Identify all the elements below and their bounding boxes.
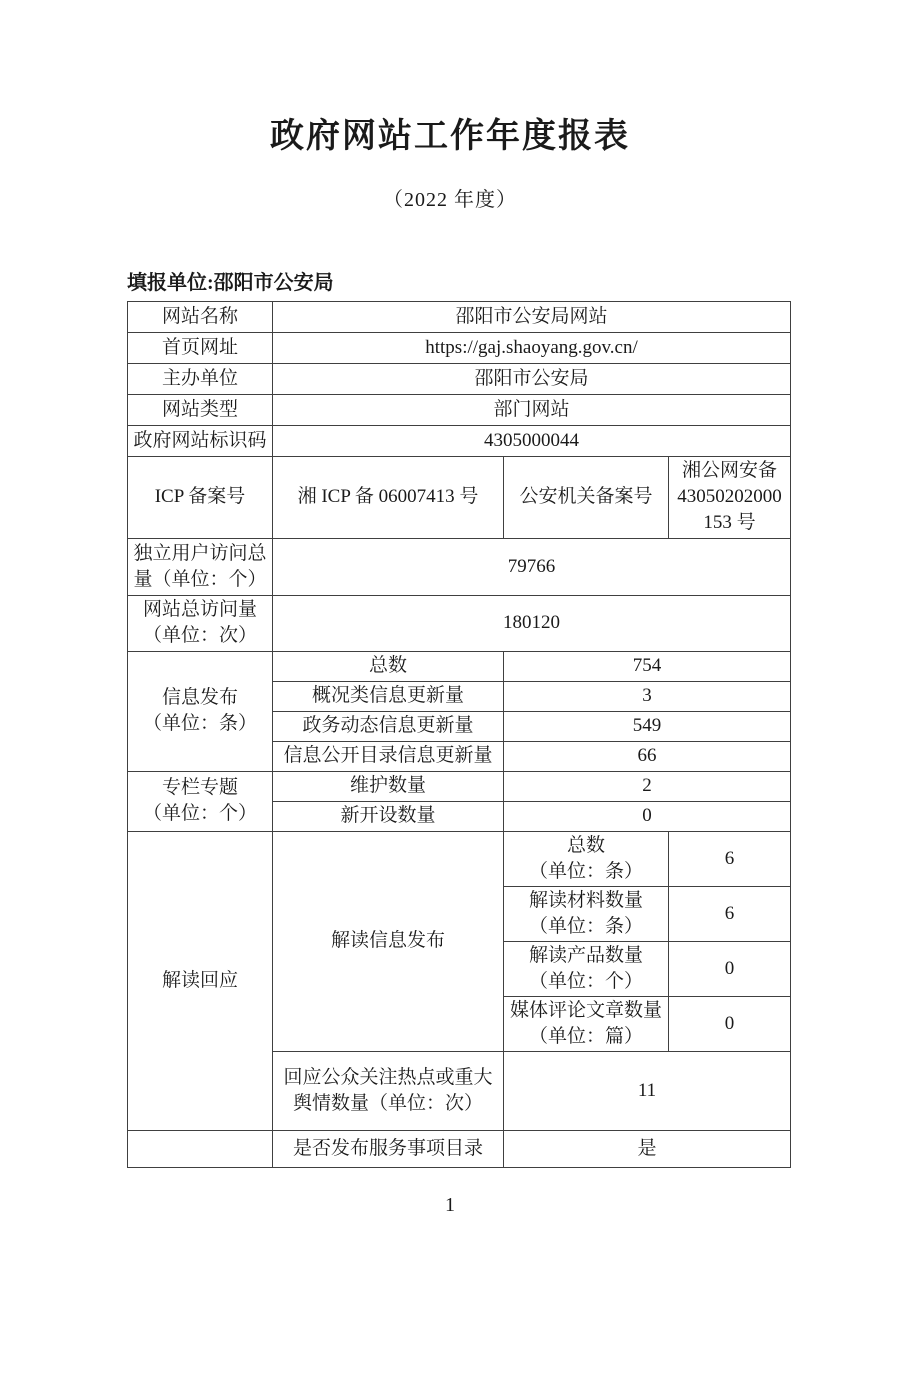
media-comments-unit: （单位：篇） — [528, 1025, 643, 1047]
interpret-total-value: 6 — [669, 831, 791, 886]
table-row-topics-maintained — [128, 771, 791, 801]
info-overview-value: 3 — [504, 681, 791, 711]
interpret-products-label — [504, 941, 669, 996]
interpret-products-value: 0 — [669, 941, 791, 996]
table-row-icp — [128, 456, 791, 538]
special-topics-group-label — [128, 771, 273, 831]
special-topics-group-unit: （单位：个） — [142, 803, 257, 825]
topics-maintained-value: 2 — [504, 771, 791, 801]
special-topics-group-name: 专栏专题 — [161, 777, 238, 799]
page-subtitle: （2022 年度） — [383, 188, 517, 211]
site-id-label: 政府网站标识码 — [128, 425, 273, 456]
icp-value: 湘 ICP 备 06007413 号 — [273, 456, 504, 538]
interpretation-publish-label: 解读信息发布 — [273, 831, 504, 1051]
interpret-total-label — [504, 831, 669, 886]
table-row-total-visits — [128, 595, 791, 651]
info-total-label: 总数 — [273, 651, 504, 681]
table-row-site-id — [128, 425, 791, 456]
total-visits-value: 180120 — [273, 595, 791, 651]
site-id-value: 4305000044 — [273, 425, 791, 456]
interpret-total-unit: （单位：条） — [528, 860, 643, 882]
page-title: 政府网站工作年度报表 — [270, 117, 630, 155]
info-publish-group-name: 信息发布 — [161, 687, 238, 709]
table-row-organizer — [128, 363, 791, 394]
hotspot-response-value: 11 — [504, 1051, 791, 1130]
site-name-value: 邵阳市公安局网站 — [273, 301, 791, 332]
media-comments-name: 媒体评论文章数量 — [509, 999, 662, 1021]
security-record-value: 湘公网安备 43050202000 153 号 — [669, 456, 791, 538]
page-number: 1 — [445, 1193, 455, 1216]
topics-new-value: 0 — [504, 801, 791, 831]
total-visits-label — [128, 595, 273, 651]
unique-visitors-value: 79766 — [273, 538, 791, 595]
home-url-value: https://gaj.shaoyang.gov.cn/ — [273, 332, 791, 363]
total-visits-unit: （单位：次） — [142, 625, 257, 647]
media-comments-label — [504, 996, 669, 1051]
info-publish-group-label — [128, 651, 273, 771]
interpretation-group-label: 解读回应 — [128, 831, 273, 1130]
service-directory-value: 是 — [504, 1130, 791, 1167]
hotspot-response-label: 回应公众关注热点或重大舆情数量（单位：次） — [273, 1051, 504, 1130]
site-name-label: 网站名称 — [128, 301, 273, 332]
interpret-total-name: 总数 — [566, 834, 605, 856]
info-overview-label: 概况类信息更新量 — [273, 681, 504, 711]
service-directory-label: 是否发布服务事项目录 — [273, 1130, 504, 1167]
media-comments-value: 0 — [669, 996, 791, 1051]
table-row-site-name — [128, 301, 791, 332]
unique-visitors-label: 独立用户访问总量（单位：个） — [128, 538, 273, 595]
organizer-value: 邵阳市公安局 — [273, 363, 791, 394]
annual-report-table — [127, 301, 791, 1168]
interpret-materials-name: 解读材料数量 — [528, 889, 643, 911]
document-page — [0, 116, 900, 1217]
interpret-materials-label — [504, 886, 669, 941]
site-type-label: 网站类型 — [128, 394, 273, 425]
table-row-site-type — [128, 394, 791, 425]
security-record-label: 公安机关备案号 — [504, 456, 669, 538]
info-total-value: 754 — [504, 651, 791, 681]
table-row-info-total — [128, 651, 791, 681]
total-visits-name: 网站总访问量 — [142, 599, 257, 621]
home-url-label: 首页网址 — [128, 332, 273, 363]
empty-cell — [128, 1130, 273, 1167]
topics-maintained-label: 维护数量 — [273, 771, 504, 801]
interpret-products-unit: （单位：个） — [528, 970, 643, 992]
info-directory-label: 信息公开目录信息更新量 — [273, 741, 504, 771]
table-row-interpret-total — [128, 831, 791, 886]
reporting-unit: 填报单位:邵阳市公安局 — [127, 271, 334, 294]
info-publish-group-unit: （单位：条） — [142, 713, 257, 735]
interpret-materials-value: 6 — [669, 886, 791, 941]
site-type-value: 部门网站 — [273, 394, 791, 425]
interpret-products-name: 解读产品数量 — [528, 944, 643, 966]
organizer-label: 主办单位 — [128, 363, 273, 394]
table-row-home-url — [128, 332, 791, 363]
topics-new-label: 新开设数量 — [273, 801, 504, 831]
table-row-service-directory — [128, 1130, 791, 1167]
info-dynamics-label: 政务动态信息更新量 — [273, 711, 504, 741]
info-directory-value: 66 — [504, 741, 791, 771]
icp-label: ICP 备案号 — [128, 456, 273, 538]
interpret-materials-unit: （单位：条） — [528, 915, 643, 937]
table-row-unique-visitors — [128, 538, 791, 595]
info-dynamics-value: 549 — [504, 711, 791, 741]
